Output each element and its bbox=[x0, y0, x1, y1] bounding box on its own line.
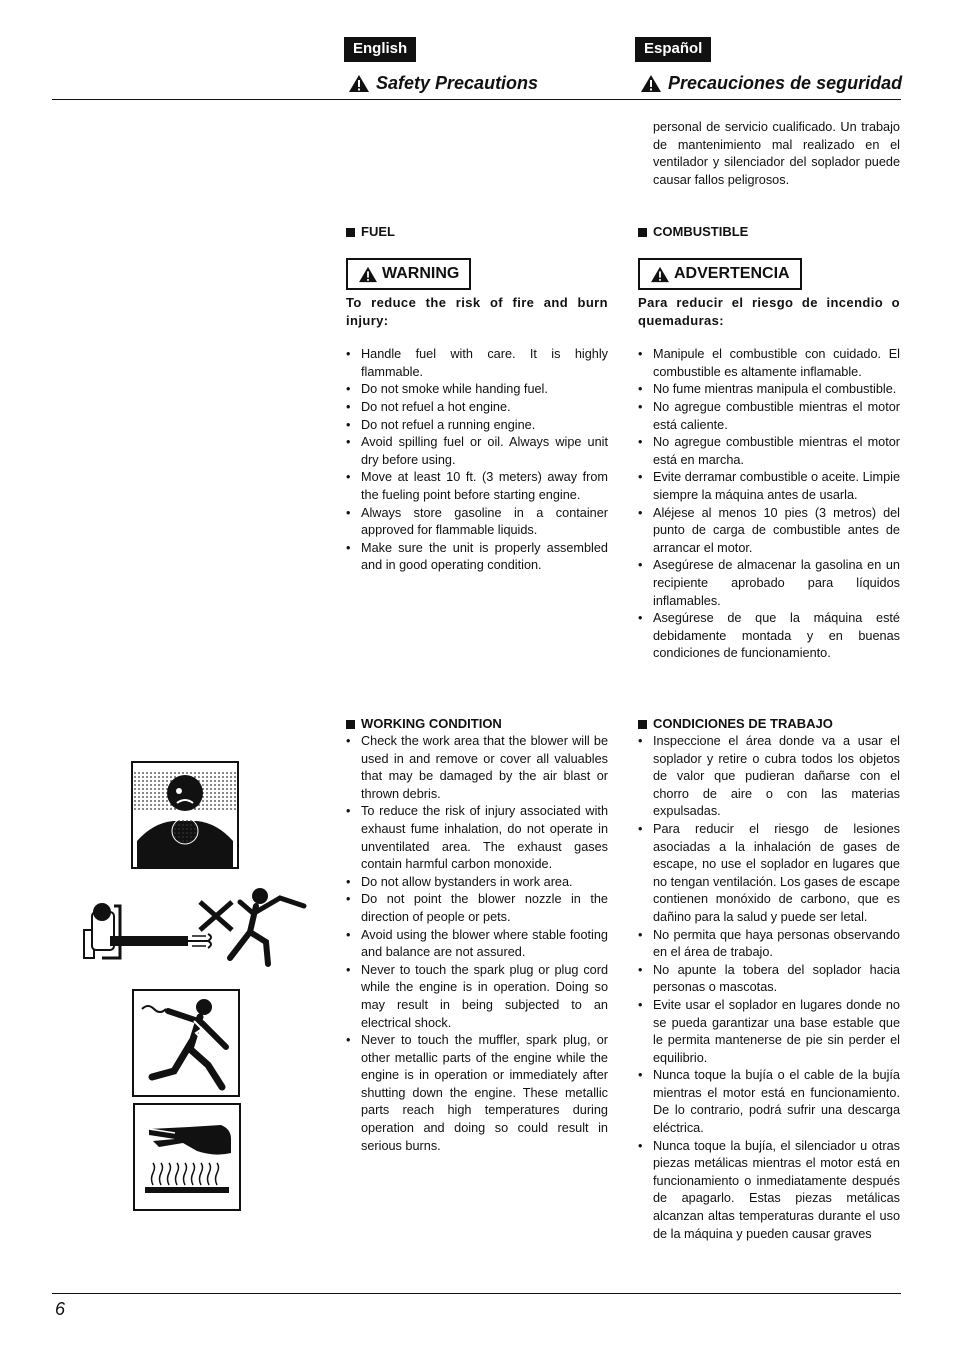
warning-triangle-icon bbox=[348, 74, 370, 93]
exhaust-fume-icon bbox=[131, 761, 239, 869]
list-item: • Avoid using the blower where stable footing and balance are not assured. bbox=[346, 927, 608, 962]
warning-triangle-icon bbox=[650, 266, 670, 283]
list-item: • Aléjese al menos 10 pies (3 metros) del punto de carga de combustible antes de arrancar el motor. bbox=[638, 505, 900, 558]
combustible-lead: Para reducir el riesgo de incendio o quemaduras: bbox=[638, 295, 900, 328]
list-item: • Nunca toque la bujía, el silenciador u otras piezas metálicas mientras el motor está en funcionamiento o inmediatamente después de apagarlo. Estas piezas metálicas alcanzan altas temperaturas durante el uso de la máquina y pueden causar graves bbox=[638, 1138, 900, 1244]
warning-triangle-icon bbox=[358, 266, 378, 283]
header-rule bbox=[52, 99, 901, 100]
list-item: • No fume mientras manipula el combustible. bbox=[638, 381, 900, 399]
spanish-intro-text: personal de servicio cualificado. Un trabajo de mantenimiento mal realizado en el ventilador y silenciador del soplador puede causar fallos peligrosos. bbox=[653, 120, 900, 187]
fuel-section-english bbox=[346, 223, 608, 575]
warning-triangle-icon bbox=[640, 74, 662, 93]
list-item: • Evite usar el soplador en lugares donde no se pueda garantizar una base estable que le permita mantenerse de pie sin perder el equilibrio. bbox=[638, 997, 900, 1067]
list-item: • Always store gasoline in a container approved for flammable liquids. bbox=[346, 505, 608, 540]
list-item: • Never to touch the spark plug or plug cord while the engine is in operation. Doing so may result in being subjected to an electrical shock. bbox=[346, 962, 608, 1032]
list-item: • Do not point the blower nozzle in the direction of people or pets. bbox=[346, 891, 608, 926]
hot-surface-icon bbox=[133, 1103, 241, 1211]
list-item: • Manipule el combustible con cuidado. El combustible es altamente inflamable. bbox=[638, 346, 900, 381]
no-blowing-at-people-icon bbox=[80, 884, 308, 968]
list-item: • Para reducir el riesgo de lesiones asociadas a la inhalación de gases de escape, no use el soplador en lugares que no tengan ventilación. Los gases de escape contienen monóxido de carbono, que es dañino para la salud y puede ser letal. bbox=[638, 821, 900, 927]
fuel-list bbox=[346, 346, 608, 575]
list-item: • No agregue combustible mientras el motor está en marcha. bbox=[638, 434, 900, 469]
list-item: • No permita que haya personas observando en el área de trabajo. bbox=[638, 927, 900, 962]
working-condition-section bbox=[346, 715, 608, 1155]
condiciones-section bbox=[638, 715, 900, 1243]
combustible-heading: COMBUSTIBLE bbox=[638, 223, 900, 241]
fuel-lead: To reduce the risk of fire and burn injury: bbox=[346, 295, 608, 328]
list-item: • Never to touch the muffler, spark plug, or other metallic parts of the engine while the engine is in operation or immediately after shutting down the engine. These metallic parts reach high temperatures during operation and doing so could result in serious burns. bbox=[346, 1032, 608, 1155]
list-item: • Nunca toque la bujía o el cable de la bujía mientras el motor está en funcionamiento. De lo contrario, podrá sufrir una descarga eléctrica. bbox=[638, 1067, 900, 1137]
footer-rule bbox=[52, 1293, 901, 1294]
list-item: • To reduce the risk of injury associated with exhaust fume inhalation, do not operate in unventilated area. The exhaust gases contain harmful carbon monoxide. bbox=[346, 803, 608, 873]
list-item: • Handle fuel with care. It is highly flammable. bbox=[346, 346, 608, 381]
condiciones-list bbox=[638, 733, 900, 1243]
list-item: • Asegúrese de que la máquina esté debidamente montada y en buenas condiciones de funcionamiento. bbox=[638, 610, 900, 663]
square-bullet-icon bbox=[346, 228, 355, 237]
list-item: • Check the work area that the blower will be used in and remove or cover all valuables that may be damaged by the air blast or thrown debris. bbox=[346, 733, 608, 803]
list-item: • Evite derramar combustible o aceite. Limpie siempre la máquina antes de usarla. bbox=[638, 469, 900, 504]
warning-box: WARNING bbox=[346, 258, 471, 290]
list-item: • Make sure the unit is properly assembled and in good operating condition. bbox=[346, 540, 608, 575]
page-number: 6 bbox=[55, 1299, 66, 1319]
lang-tab-english: English bbox=[344, 37, 416, 62]
square-bullet-icon bbox=[638, 720, 647, 729]
lang-tab-spanish: Español bbox=[635, 37, 711, 62]
working-condition-list bbox=[346, 733, 608, 1155]
list-item: • Do not smoke while handing fuel. bbox=[346, 381, 608, 399]
list-item: • No apunte la tobera del soplador hacia personas o mascotas. bbox=[638, 962, 900, 997]
combustible-list bbox=[638, 346, 900, 663]
section-title-spanish bbox=[640, 72, 902, 94]
electric-shock-icon bbox=[132, 989, 240, 1097]
list-item: • Asegúrese de almacenar la gasolina en un recipiente aprobado para líquidos inflamables. bbox=[638, 557, 900, 610]
fuel-heading: FUEL bbox=[346, 223, 608, 241]
page-title-spanish: Precauciones de seguridad bbox=[668, 73, 903, 93]
list-item: • Inspeccione el área donde va a usar el soplador y retire o cubra todos los objetos de valor que pudieran dañarse con el chorro de aire o con las materias expulsadas. bbox=[638, 733, 900, 821]
square-bullet-icon bbox=[638, 228, 647, 237]
list-item: • Avoid spilling fuel or oil. Always wipe unit dry before using. bbox=[346, 434, 608, 469]
square-bullet-icon bbox=[346, 720, 355, 729]
advertencia-box: ADVERTENCIA bbox=[638, 258, 802, 290]
fuel-section-spanish bbox=[638, 223, 900, 663]
list-item: • No agregue combustible mientras el motor está caliente. bbox=[638, 399, 900, 434]
list-item: • Do not refuel a hot engine. bbox=[346, 399, 608, 417]
condiciones-heading: CONDICIONES DE TRABAJO bbox=[638, 715, 900, 733]
section-title-english bbox=[348, 72, 538, 94]
working-condition-heading: WORKING CONDITION bbox=[346, 715, 608, 733]
list-item: • Move at least 10 ft. (3 meters) away from the fueling point before starting engine. bbox=[346, 469, 608, 504]
list-item: • Do not allow bystanders in work area. bbox=[346, 874, 608, 892]
list-item: • Do not refuel a running engine. bbox=[346, 417, 608, 435]
page-title: Safety Precautions bbox=[376, 73, 539, 93]
